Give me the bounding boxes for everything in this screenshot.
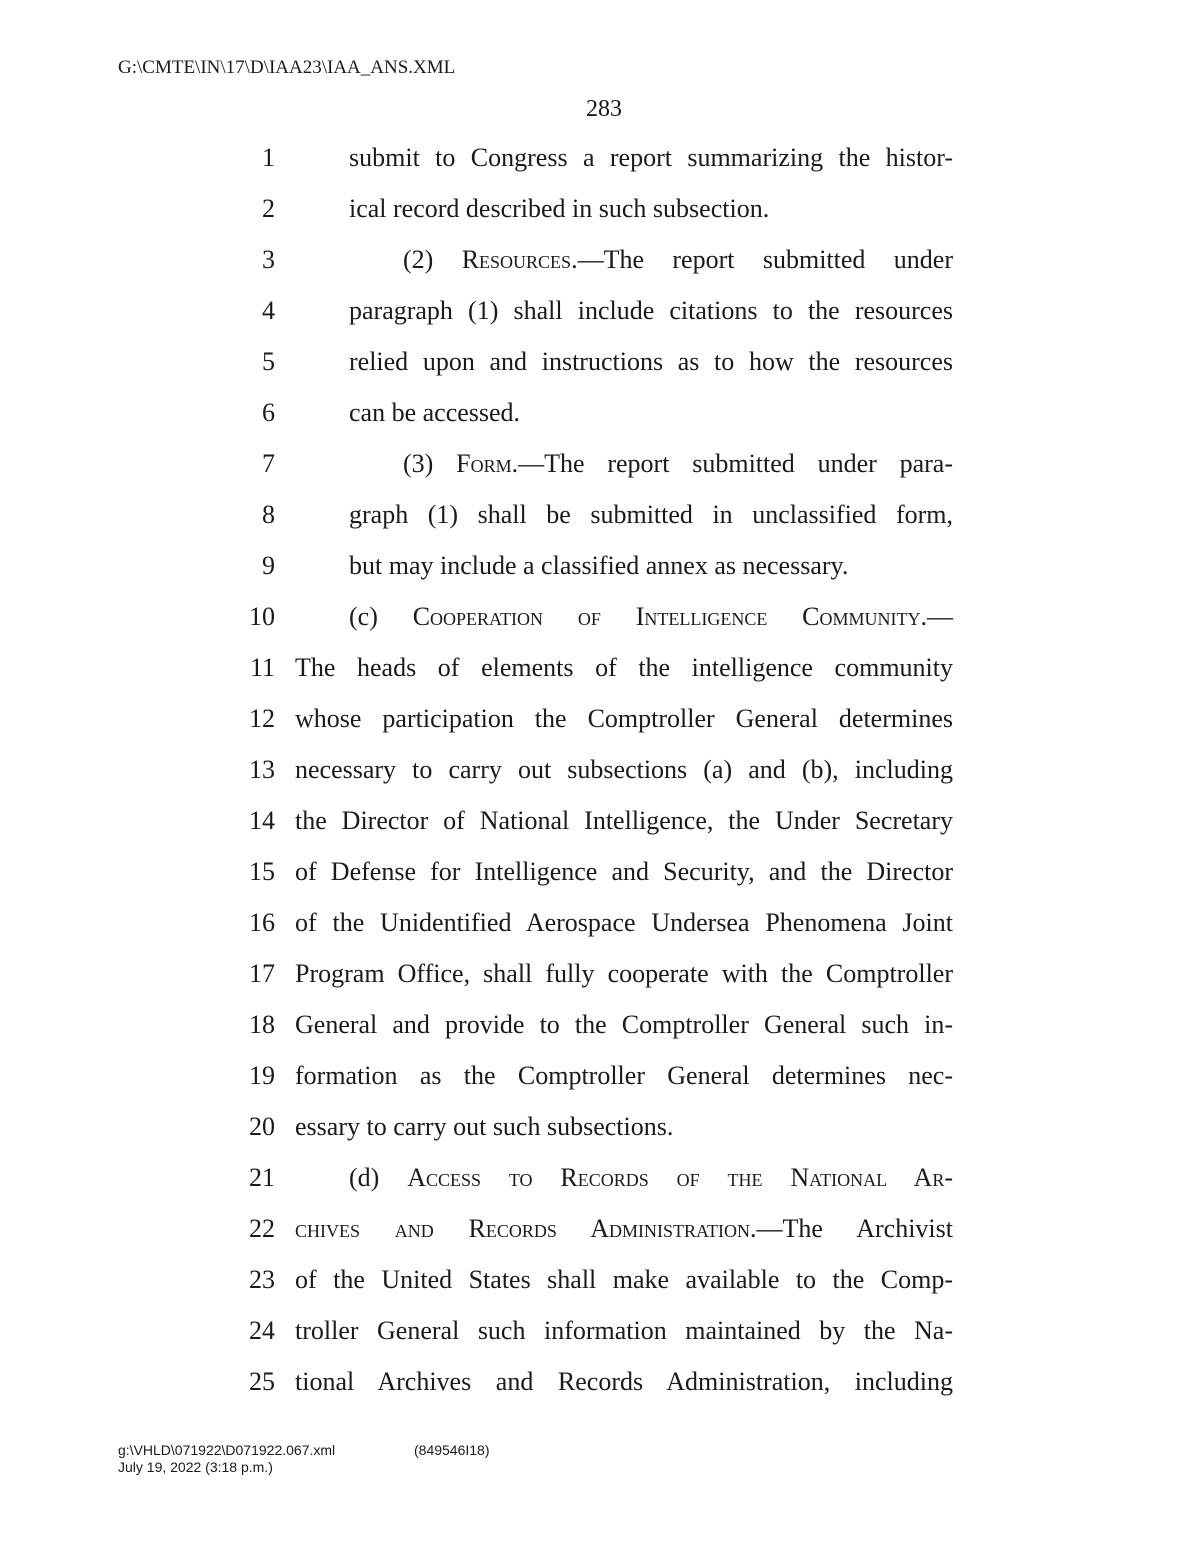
footer-timestamp: July 19, 2022 (3:18 p.m.) — [118, 1459, 273, 1475]
paragraph-designator: (3) — [403, 449, 457, 478]
line-number: 9 — [262, 551, 275, 580]
bill-line — [0, 1051, 1200, 1102]
line-text: tional Archives and Records Administration, including — [295, 1367, 953, 1396]
bill-line — [0, 439, 1200, 490]
line-number: 7 — [262, 449, 275, 478]
bill-line — [0, 949, 1200, 1000]
line-number: 15 — [249, 857, 275, 886]
subsection-heading: Cooperation of Intelligence Community — [412, 602, 921, 631]
line-text: of the United States shall make available to the Comp- — [295, 1265, 953, 1294]
bill-line — [0, 286, 1200, 337]
footer-doc-id: (849546I18) — [414, 1442, 490, 1458]
bill-line — [0, 388, 1200, 439]
bill-line — [0, 1306, 1200, 1357]
bill-line — [0, 694, 1200, 745]
subsection-heading: chives and Records Administration — [295, 1214, 750, 1243]
line-text — [403, 447, 953, 481]
line-number: 24 — [249, 1316, 275, 1345]
bill-line — [0, 1102, 1200, 1153]
bill-line — [0, 745, 1200, 796]
page-number: 283 — [586, 96, 622, 122]
line-number: 11 — [249, 653, 275, 682]
line-text: but may include a classified annex as necessary. — [349, 551, 849, 580]
line-text: graph (1) shall be submitted in unclassified form, — [349, 500, 953, 529]
line-text: General and provide to the Comptroller General such in- — [295, 1010, 953, 1039]
line-number: 3 — [262, 245, 275, 274]
line-text: of the Unidentified Aerospace Undersea Phenomena Joint — [295, 908, 953, 937]
file-path-header: G:\CMTE\IN\17\D\IAA23\IAA_ANS.XML — [118, 57, 456, 78]
line-text: the Director of National Intelligence, the Under Secretary — [295, 806, 953, 835]
line-number: 13 — [249, 755, 275, 784]
bill-line — [0, 847, 1200, 898]
line-text-rest: .— — [920, 602, 953, 631]
paragraph-designator: (2) — [403, 245, 462, 274]
line-text: essary to carry out such subsections. — [295, 1112, 674, 1141]
line-number: 19 — [249, 1061, 275, 1090]
line-number: 21 — [249, 1163, 275, 1192]
line-text: can be accessed. — [349, 398, 521, 427]
footer-file-info — [118, 1442, 335, 1476]
line-text: of Defense for Intelligence and Security, and the Director — [295, 857, 953, 886]
line-number: 23 — [249, 1265, 275, 1294]
line-text: paragraph (1) shall include citations to the resources — [349, 296, 953, 325]
bill-line — [0, 133, 1200, 184]
line-text: formation as the Comptroller General determines nec- — [295, 1061, 953, 1090]
bill-line — [0, 796, 1200, 847]
bill-line — [0, 643, 1200, 694]
line-text — [349, 600, 953, 634]
bill-line — [0, 1000, 1200, 1051]
line-number: 4 — [262, 296, 275, 325]
line-number: 10 — [249, 602, 275, 631]
line-text: submit to Congress a report summarizing the histor- — [349, 143, 953, 172]
line-number: 25 — [249, 1367, 275, 1396]
line-text — [295, 1212, 953, 1246]
line-text: necessary to carry out subsections (a) and (b), including — [295, 755, 953, 784]
bill-line — [0, 184, 1200, 235]
bill-line — [0, 1255, 1200, 1306]
line-number: 17 — [249, 959, 275, 988]
line-text: whose participation the Comptroller General determines — [295, 704, 953, 733]
line-number: 18 — [249, 1010, 275, 1039]
line-text-rest: .—The Archivist — [749, 1214, 953, 1243]
line-number: 12 — [249, 704, 275, 733]
line-text-rest: .—The report submitted under para- — [511, 449, 953, 478]
bill-line — [0, 337, 1200, 388]
line-number: 20 — [249, 1112, 275, 1141]
subsection-designator: (d) — [349, 1163, 408, 1192]
line-number: 5 — [262, 347, 275, 376]
line-text — [403, 243, 953, 277]
line-text: ical record described in such subsection. — [349, 194, 770, 223]
line-number: 16 — [249, 908, 275, 937]
subsection-designator: (c) — [349, 602, 413, 631]
line-text-rest: .—The report submitted under — [571, 245, 953, 274]
footer-file-ref: g:\VHLD\071922\D071922.067.xml — [118, 1442, 336, 1458]
line-number: 6 — [262, 398, 275, 427]
line-number: 14 — [249, 806, 275, 835]
line-number: 8 — [262, 500, 275, 529]
bill-line — [0, 898, 1200, 949]
bill-line — [0, 541, 1200, 592]
paragraph-heading: Resources — [461, 245, 572, 274]
line-text: Program Office, shall fully cooperate with the Comptroller — [295, 959, 953, 988]
line-number: 1 — [262, 143, 275, 172]
bill-line — [0, 592, 1200, 643]
subsection-heading: Access to Records of the National Ar- — [407, 1163, 953, 1192]
line-number: 2 — [262, 194, 275, 223]
bill-line — [0, 1153, 1200, 1204]
paragraph-heading: Form — [456, 449, 512, 478]
bill-line — [0, 490, 1200, 541]
line-text: relied upon and instructions as to how the resources — [349, 347, 953, 376]
line-text — [349, 1161, 953, 1195]
line-text: The heads of elements of the intelligence community — [295, 653, 953, 682]
line-number: 22 — [249, 1214, 275, 1243]
bill-line — [0, 1357, 1200, 1408]
bill-line — [0, 235, 1200, 286]
line-text: troller General such information maintained by the Na- — [295, 1316, 953, 1345]
bill-line — [0, 1204, 1200, 1255]
